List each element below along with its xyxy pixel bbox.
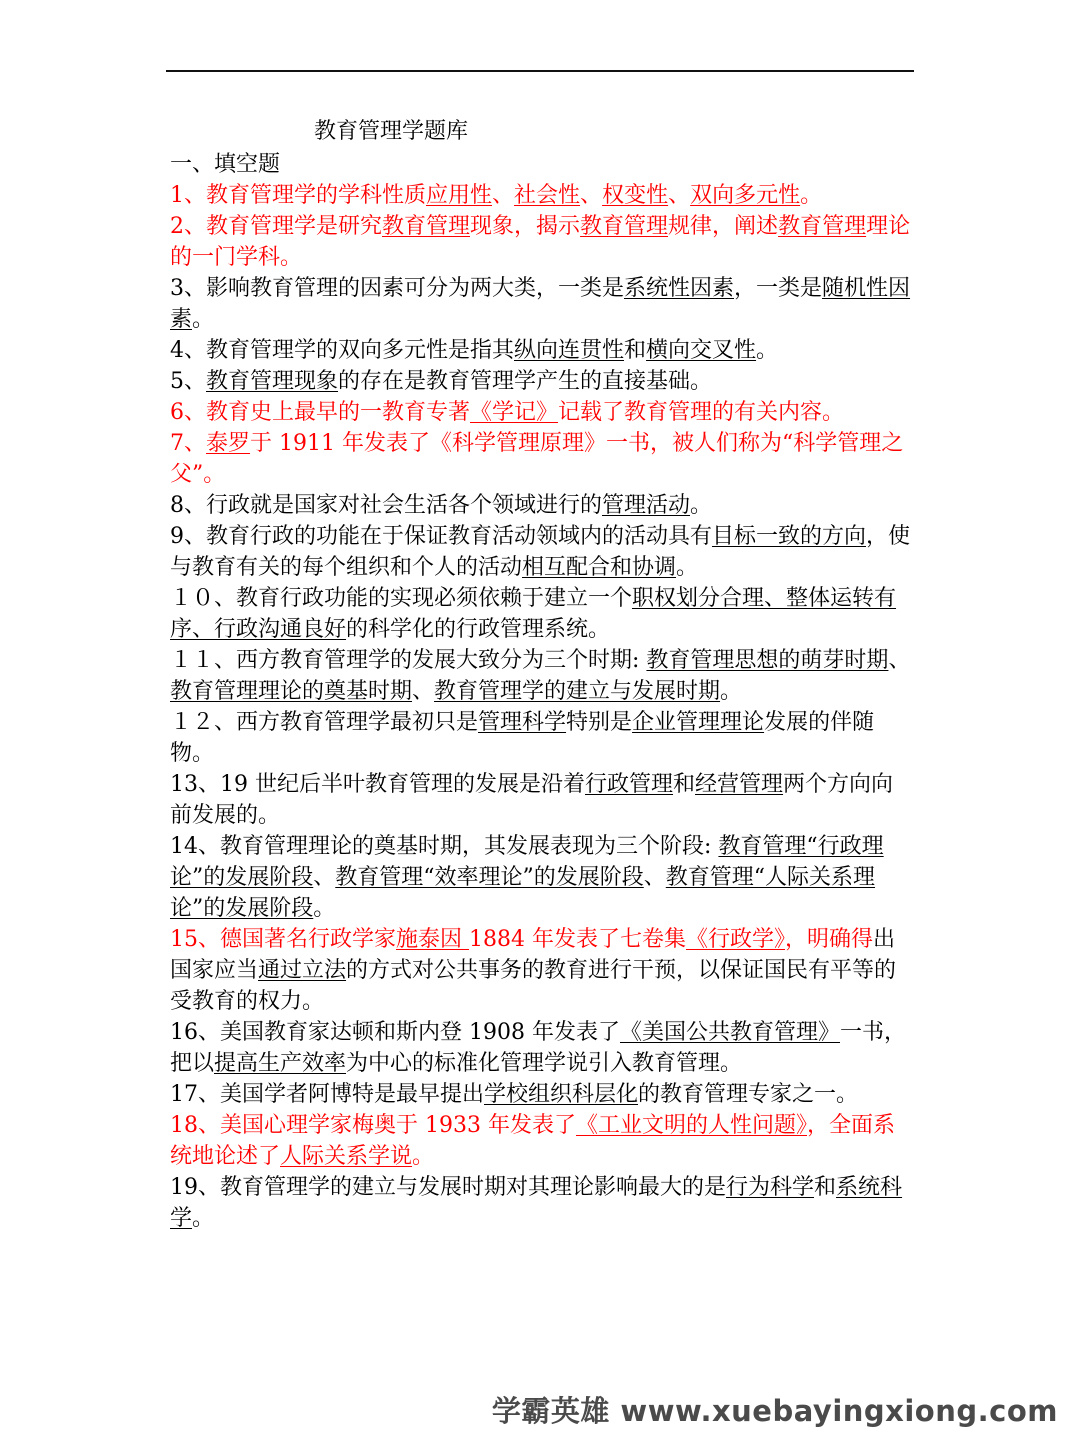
- answer-text: 教育管理思想的萌芽时期: [646, 648, 889, 673]
- section-heading: 一、填空题: [170, 152, 281, 177]
- question-text: 。: [192, 307, 215, 332]
- answer-text: 教育管理“人际关系理论”的发展阶段: [170, 865, 876, 921]
- question-text: 的科学化的行政管理系统。: [346, 617, 611, 642]
- question-text: 19、教育管理学的建立与发展时期对其理论影响最大的是: [170, 1175, 726, 1200]
- question-text: 。: [756, 338, 779, 363]
- question-text: 18、美国心理学家梅奥于 1933 年发表了: [170, 1113, 576, 1138]
- answer-text: 人际关系学说: [280, 1144, 413, 1169]
- answer-text: 教育管理学的建立与发展时期: [434, 679, 721, 704]
- answer-text: 行政管理: [584, 772, 673, 797]
- answer-text: 系统科学: [170, 1175, 903, 1231]
- question-text: 9、教育行政的功能在于保证教育活动领域内的活动具有: [170, 524, 712, 549]
- question-text: 。: [192, 1206, 215, 1231]
- answer-text: 企业管理理论: [632, 710, 765, 735]
- question-text: 、: [313, 865, 336, 890]
- question-item: [170, 273, 912, 335]
- answer-text: 施泰因: [396, 927, 469, 952]
- answer-text: 《美国公共教育管理》: [619, 1020, 840, 1045]
- answer-text: 应用性: [426, 183, 493, 208]
- question-text: 和: [624, 338, 647, 363]
- answer-text: 权变性: [602, 183, 669, 208]
- question-text: 。: [313, 896, 336, 921]
- question-text: １２、西方教育管理学最初只是: [170, 710, 479, 735]
- question-text: 1884 年发表了七卷集: [469, 927, 686, 952]
- question-text: 、: [888, 648, 911, 673]
- document-body: [170, 116, 912, 1234]
- question-text: 16、美国教育家达顿和斯内登 1908 年发表了: [170, 1020, 620, 1045]
- question-text: 3、影响教育管理的因素可分为两大类，一类是: [170, 276, 624, 301]
- question-item: [170, 1172, 912, 1234]
- question-item: [170, 1110, 912, 1172]
- question-item: [170, 428, 912, 490]
- answer-text: 经营管理: [695, 772, 784, 797]
- question-text: 。: [412, 1144, 435, 1169]
- question-item: [170, 180, 912, 211]
- question-text: 、: [412, 679, 435, 704]
- answer-text: 横向交叉性: [646, 338, 757, 363]
- answer-text: 相互配合和协调: [522, 555, 677, 580]
- question-text: 7、: [170, 431, 206, 456]
- question-item: [170, 707, 912, 769]
- answer-text: 纵向连贯性: [514, 338, 625, 363]
- answer-text: 教育管理理论的奠基时期: [170, 679, 413, 704]
- question-text: 规律，阐述: [668, 214, 779, 239]
- question-item: [170, 1017, 912, 1079]
- question-item: [170, 521, 912, 583]
- question-text: 4、教育管理学的双向多元性是指其: [170, 338, 514, 363]
- question-text: ，一类是: [734, 276, 823, 301]
- footer-watermark: 学霸英雄 www.xuebayingxiong.com: [491, 1394, 1058, 1428]
- question-text: 8、行政就是国家对社会生活各个领域进行的: [170, 493, 602, 518]
- question-text: 、: [643, 865, 666, 890]
- question-item: [170, 366, 912, 397]
- question-item: [170, 769, 912, 831]
- question-text: 15、德国著名行政学家: [170, 927, 396, 952]
- answer-text: 管理活动: [602, 493, 691, 518]
- question-text: 理论的一门学科。: [170, 214, 911, 270]
- question-text: 一书，把以: [170, 1020, 907, 1076]
- question-text: 和: [814, 1175, 837, 1200]
- question-text: 5、: [170, 369, 206, 394]
- page-title: 教育管理学题库: [314, 119, 469, 144]
- question-text: 出国家应当: [170, 927, 896, 983]
- question-text: ，明确得: [785, 927, 874, 952]
- question-text: 记载了教育管理的有关内容。: [558, 400, 845, 425]
- question-text: 。: [800, 183, 823, 208]
- question-text: 为中心的标准化管理学说引入教育管理。: [346, 1051, 743, 1076]
- question-item: [170, 335, 912, 366]
- question-text: 6、教育史上最早的一教育专著: [170, 400, 470, 425]
- question-item: [170, 397, 912, 428]
- question-text: 、: [668, 183, 691, 208]
- question-text: ，使与教育有关的每个组织和个人的活动: [170, 524, 911, 580]
- question-text: 于 1911 年发表了《科学管理原理》一书，被人们称为“科学管理之父”。: [170, 431, 904, 487]
- question-text: 。: [676, 555, 699, 580]
- question-text: 。: [720, 679, 743, 704]
- question-item: [170, 924, 912, 1017]
- answer-text: 职权划分合理、整体运转有序、行政沟通良好: [170, 586, 897, 642]
- question-text: 的教育管理专家之一。: [638, 1082, 859, 1107]
- question-text: 、: [492, 183, 515, 208]
- question-list: [170, 180, 912, 1234]
- answer-text: 教育管理“行政理论”的发展阶段: [170, 834, 884, 890]
- question-text: 13、19 世纪后半叶教育管理的发展是沿着: [170, 772, 585, 797]
- question-text: 。: [690, 493, 713, 518]
- answer-text: 教育管理现象: [206, 369, 339, 394]
- question-text: 两个方向向前发展的。: [170, 772, 894, 828]
- answer-text: 《学记》: [470, 400, 559, 425]
- question-text: 的存在是教育管理学产生的直接基础。: [338, 369, 713, 394]
- question-text: 发展的伴随物。: [170, 710, 875, 766]
- question-text: 1、教育管理学的学科性质: [170, 183, 426, 208]
- answer-text: 提高生产效率: [214, 1051, 347, 1076]
- question-text: 2、教育管理学是研究: [170, 214, 382, 239]
- answer-text: 《工业文明的人性问题》: [575, 1113, 807, 1138]
- question-text: ，全面系统地论述了: [170, 1113, 896, 1169]
- question-text: 14、教育管理理论的奠基时期，其发展表现为三个阶段:: [170, 834, 719, 859]
- question-item: [170, 211, 912, 273]
- question-text: 17、美国学者阿博特是最早提出: [170, 1082, 484, 1107]
- answer-text: 教育管理“效率理论”的发展阶段: [335, 865, 644, 890]
- answer-text: 教育管理: [778, 214, 867, 239]
- question-item: [170, 1079, 912, 1110]
- answer-text: 通过立法: [258, 958, 347, 983]
- answer-text: 学校组织科层化: [484, 1082, 639, 1107]
- question-text: １１、西方教育管理学的发展大致分为三个时期:: [170, 648, 647, 673]
- answer-text: 双向多元性: [690, 183, 801, 208]
- answer-text: 教育管理: [580, 214, 669, 239]
- answer-text: 管理科学: [478, 710, 567, 735]
- question-item: [170, 831, 912, 924]
- answer-text: 泰罗: [206, 431, 251, 456]
- question-text: 和: [673, 772, 696, 797]
- answer-text: 目标一致的方向: [712, 524, 867, 549]
- header-rule: [166, 70, 914, 72]
- question-item: [170, 583, 912, 645]
- question-text: 的方式对公共事务的教育进行干预，以保证国民有平等的受教育的权力。: [170, 958, 897, 1014]
- answer-text: 社会性: [514, 183, 581, 208]
- question-text: 现象，揭示: [470, 214, 581, 239]
- question-text: １０、教育行政功能的实现必须依赖于建立一个: [170, 586, 633, 611]
- question-text: 特别是: [566, 710, 633, 735]
- answer-text: 系统性因素: [624, 276, 735, 301]
- question-item: [170, 490, 912, 521]
- answer-text: 随机性因素: [170, 276, 911, 332]
- answer-text: 行为科学: [726, 1175, 815, 1200]
- question-text: 、: [580, 183, 603, 208]
- answer-text: 教育管理: [382, 214, 471, 239]
- question-item: [170, 645, 912, 707]
- answer-text: 《行政学》: [685, 927, 785, 952]
